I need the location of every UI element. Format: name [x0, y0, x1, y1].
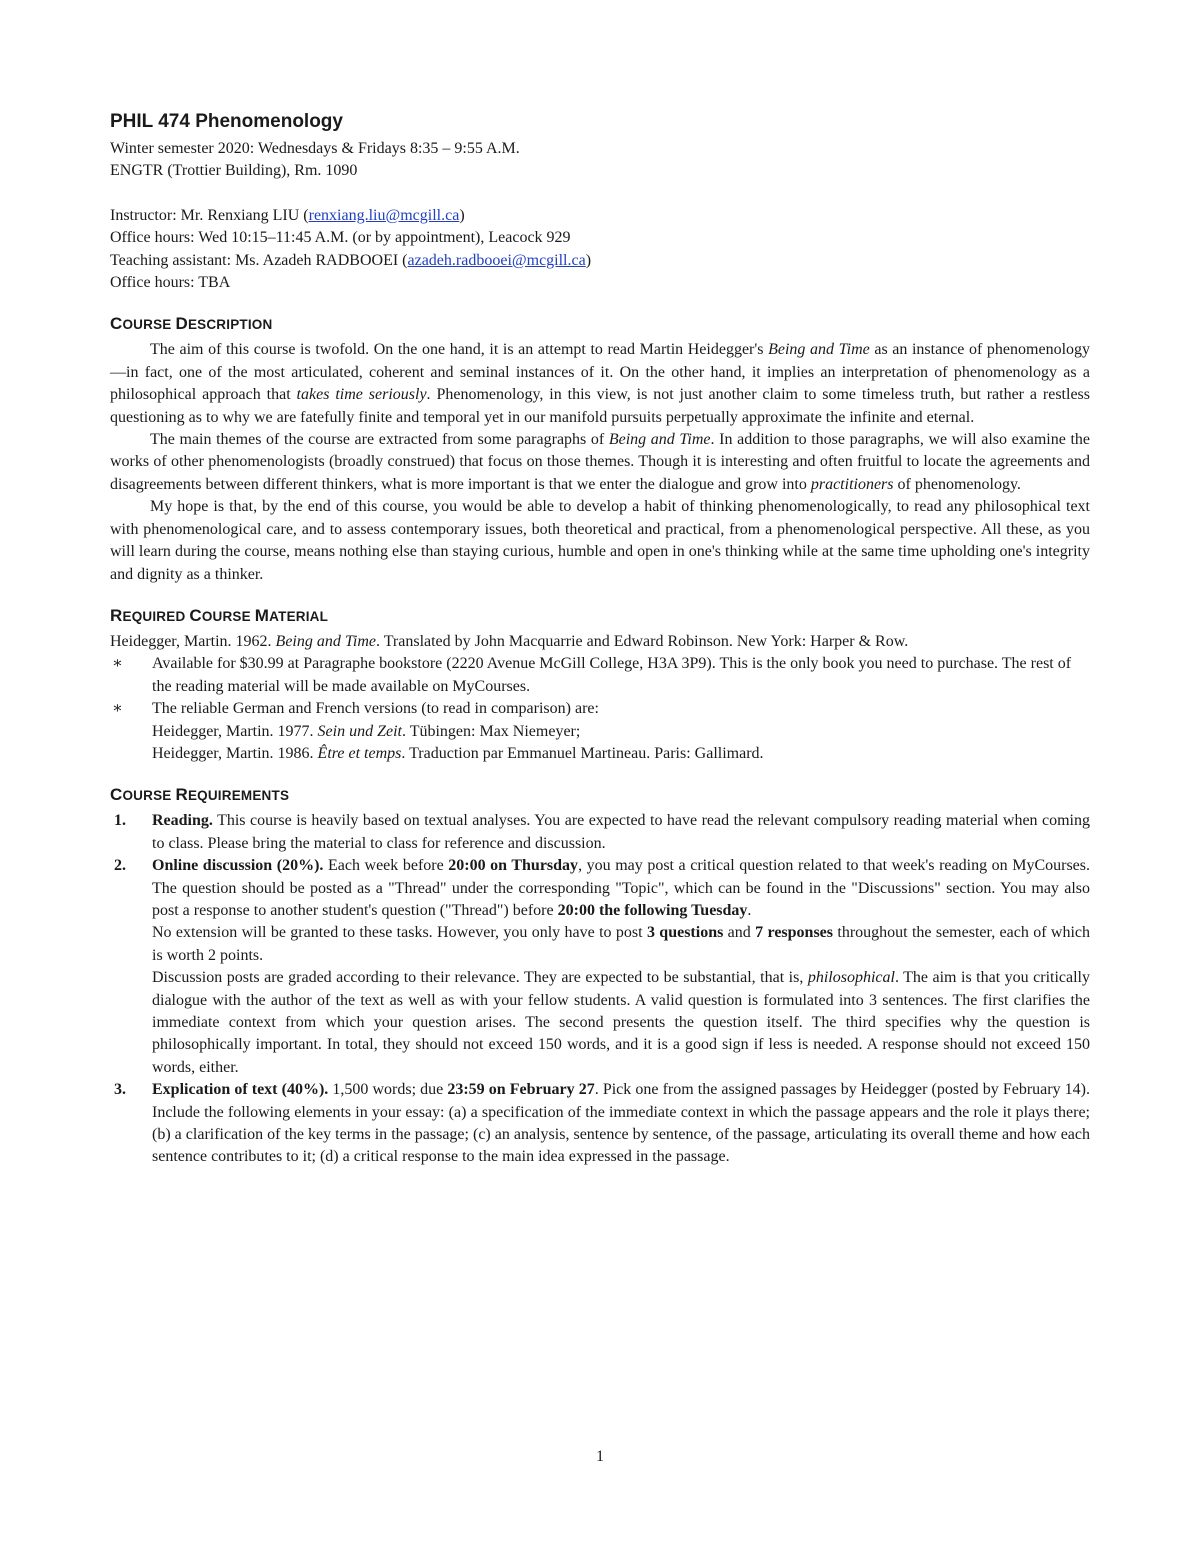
list-item: [110, 698, 1090, 765]
course-title: PHIL 474 Phenomenology: [110, 111, 343, 132]
asterisk-icon: ∗: [112, 655, 123, 673]
ta-close: ): [585, 251, 592, 269]
spacer: [110, 183, 1090, 205]
ta-line: [110, 250, 1090, 272]
required-book-reference: Heidegger, Martin. 1962. Being and Time. Translated by John Macquarrie and Edward Robinson. New York: Harper & Row.: [110, 632, 909, 650]
course-requirements-heading: COURSE REQUIREMENTS: [110, 785, 290, 805]
instructor-email-link[interactable]: renxiang.liu@mcgill.ca: [308, 206, 460, 224]
translations-intro: The reliable German and French versions (to read in comparison) are:: [152, 700, 599, 718]
instructor-label: Instructor: Mr. Renxiang LIU (: [110, 206, 309, 224]
requirement-online-discussion: 2. Online discussion (20%). Each week before 20:00 on Thursday, you may post a critical question related to that week's reading on MyCourses. The question should be posted as a "Thread" under the corresponding "Topic", which can be found in the "Discussions" section. You may also post a response to another student's question ("Thread") before 20:00 the following Tuesday. No extension will be granted to these tasks. However, you only have to post 3 questions and 7 responses throughout the semester, each of which is worth 2 points. Discussion posts are graded according to their relevance. They are expected to be substantial, that is, philosophical. The aim is that you critically dialogue with the author of the text as well as with your fellow students. A valid question is formulated into 3 sentences. The first clarifies the immediate context from which your question arises. The second presents the question itself. The third specifies why the question is philosophically important. In total, they should not exceed 150 words, and it is a good sign if less is needed. A response should not exceed 150 words, either.: [114, 857, 1091, 1076]
list-item: ∗ Available for $30.99 at Paragraphe bookstore (2220 Avenue McGill College, H3A 3P9). This is the only book you need to purchase. The rest of the reading material will be made available on MyCourses.: [112, 655, 1072, 695]
requirement-explication-of-text: 3. Explication of text (40%). 1,500 words; due 23:59 on February 27. Pick one from the assigned passages by Heidegger (posted by February 14). Include the following elements in your essay: (a) a specification of the immediate context in which the passage appears and the role it plays there; (b) a clarification of the key terms in the passage; (c) an analysis, sentence by sentence, of the passage, articulating its overall theme and how each sentence contributes to it; (d) a critical response to the main idea expressed in the passage.: [114, 1081, 1091, 1166]
instructor-close: ): [459, 206, 465, 224]
description-paragraph-1: The aim of this course is twofold. On the one hand, it is an attempt to read Martin Heidegger's Being and Time as an instance of phenomenology—in fact, one of the most articulated, coherent and seminal instances of it. On the other hand, it implies an interpretation of phenomenology as a philosophical approach that takes time seriously. Phenomenology, in this view, is not just another claim to some timeless truth, but rather a restless questioning as to why we are fatefully finite and temporal yet in our manifold pursuits perpetually approximate the infinite and eternal.: [110, 341, 1091, 426]
material-notes-list: [110, 653, 1090, 765]
instructor-line: [110, 205, 1090, 227]
instructor-office-hours: Office hours: Wed 10:15–11:45 A.M. (or by appointment), Leacock 929: [110, 229, 571, 247]
requirements-list: [110, 810, 1090, 1169]
description-paragraph-3: My hope is that, by the end of this course, you would be able to develop a habit of thinking phenomenologically, to read any philosophical text with phenomenological care, and to assess contemporary issues, both theoretical and practical, from a phenomenological perspective. All these, as you will learn during the course, means nothing else than staying curious, humble and open in one's thinking while at the same time upholding one's integrity and dignity as a thinker.: [110, 498, 1090, 583]
ta-office-hours: Office hours: TBA: [110, 274, 231, 292]
page-number: 1: [596, 1448, 604, 1465]
course-description-heading: COURSE DESCRIPTION: [110, 314, 273, 334]
course-location: ENGTR (Trottier Building), Rm. 1090: [110, 162, 358, 180]
course-schedule: Winter semester 2020: Wednesdays & Fridays 8:35 – 9:55 A.M.: [110, 140, 520, 157]
ta-label: Teaching assistant: Ms. Azadeh RADBOOEI (: [110, 251, 408, 269]
french-edition-reference: Heidegger, Martin. 1986. Être et temps. Traduction par Emmanuel Martineau. Paris: Gallimard.: [152, 744, 764, 762]
required-material-heading: REQUIRED COURSE MATERIAL: [110, 605, 329, 625]
ta-email-link[interactable]: azadeh.radbooei@mcgill.ca: [407, 251, 586, 269]
syllabus-page: [110, 108, 1090, 1169]
requirement-reading: 1. Reading. This course is heavily based on textual analyses. You are expected to have read the relevant compulsory reading material when coming to class. Please bring the material to class for reference and discussion.: [114, 812, 1090, 852]
german-edition-reference: Heidegger, Martin. 1977. Sein und Zeit. Tübingen: Max Niemeyer;: [152, 722, 581, 740]
asterisk-icon: ∗: [112, 700, 123, 718]
description-paragraph-2: The main themes of the course are extracted from some paragraphs of Being and Time. In addition to those paragraphs, we will also examine the works of other phenomenologists (broadly construed) that focus on those themes. Though it is interesting and often fruitful to locate the agreements and disagreements between different thinkers, what is more important is that we enter the dialogue and grow into practitioners of phenomenology.: [110, 431, 1090, 493]
